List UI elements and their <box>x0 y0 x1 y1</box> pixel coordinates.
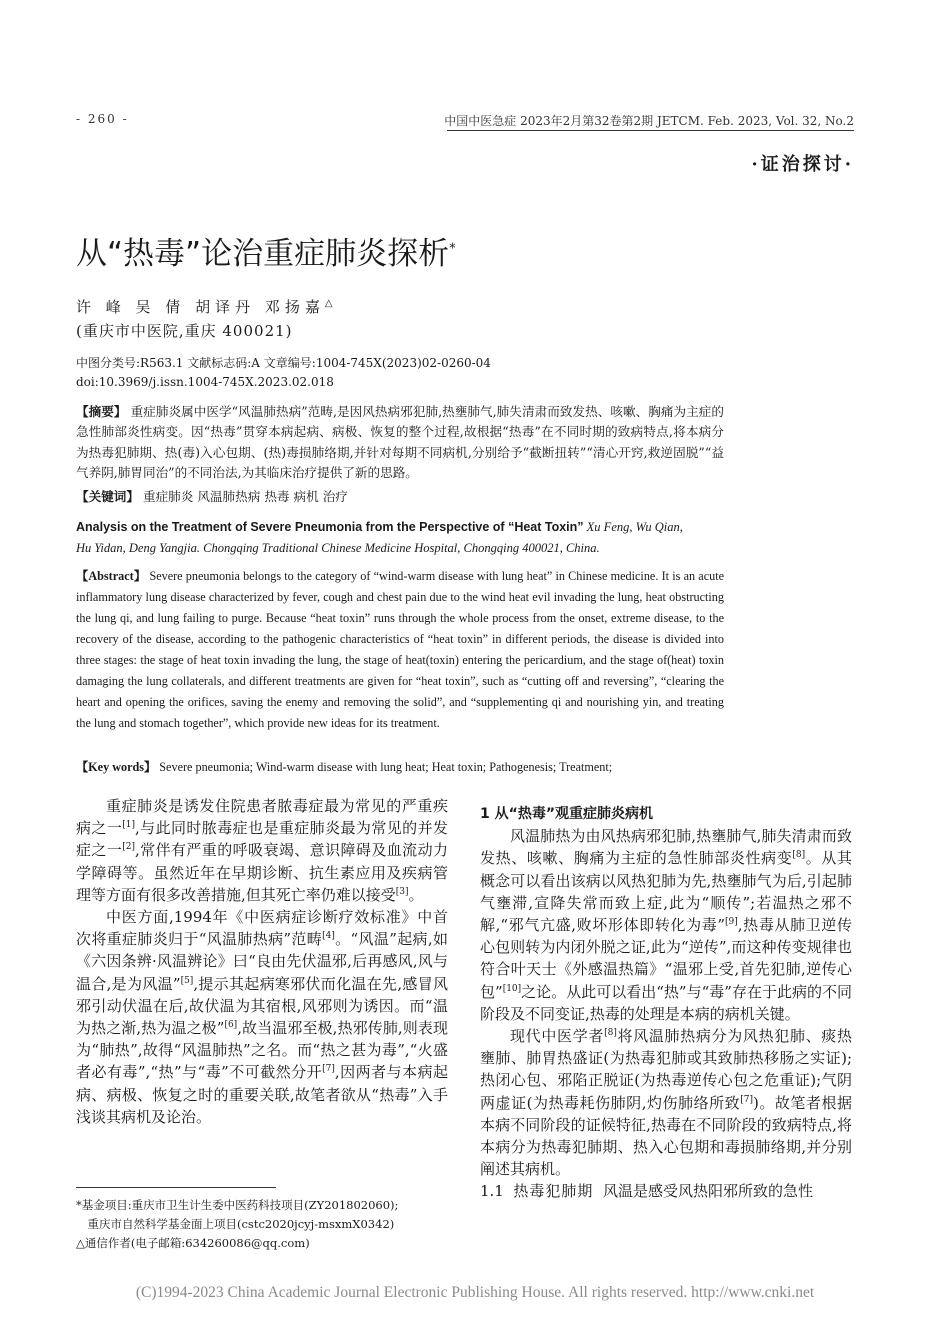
citation: [2] <box>122 842 135 853</box>
text-run: 。 <box>408 885 424 904</box>
text-run: 重症肺炎是诱发住院患者脓毒症最为常见的严重疾病之一 <box>76 797 448 838</box>
left-column <box>76 795 448 1128</box>
english-affiliation: Chongqing Traditional Chinese Medicine Hospital, Chongqing 400021, China. <box>203 541 600 555</box>
right-paragraph-1 <box>480 825 852 1025</box>
english-title: Analysis on the Treatment of Severe Pneumonia from the Perspective of “Heat Toxin” <box>76 520 584 534</box>
corresponding-footnote: △通信作者(电子邮箱:634260086@qq.com) <box>76 1236 310 1250</box>
text-run: ,故当温邪至极,热邪传肺,则表现为“肺热”,故得“风温肺热”之名。而“热之甚为毒”,“火盛者必有毒”,“热”与“毒”不可截然分开 <box>76 1019 448 1082</box>
text-run: 现代中医学者 <box>510 1027 605 1046</box>
author-corresponding-mark: △ <box>324 298 333 309</box>
subsection-1-1 <box>480 1180 852 1202</box>
section-1-heading: 1 从“热毒”观重症肺炎病机 <box>480 806 654 822</box>
citation: [4] <box>322 931 335 942</box>
fund-footnote-2: 重庆市自然科学基金面上项目(cstc2020jcyj-msxmX0342) <box>87 1217 395 1231</box>
copyright-footer: (C)1994-2023 China Academic Journal Electronic Publishing House. All rights reserved. http://www.cnki.net <box>135 1284 815 1301</box>
text-run: ,常伴有严重的呼吸衰竭、意识障碍及血流动力学障碍等。虽然近年在早期诊断、抗生素应用及疾病管理等方面有很多改善措施,但其死亡率仍难以接受 <box>76 841 448 904</box>
doi-line: doi:10.3969/j.issn.1004-745X.2023.02.018 <box>76 375 334 389</box>
citation: [7] <box>740 1094 753 1105</box>
citation: [7] <box>322 1064 335 1075</box>
footnote-rule <box>76 1187 276 1188</box>
header-rule <box>447 130 854 131</box>
text-run: 。“风温”起病,如《六因条辨·风温辨论》曰“良由先伏温邪,后再感风,风与温合,是为风温” <box>76 930 448 993</box>
text-run: 中医方面,1994年《中医病症诊断疗效标准》中首次将重症肺炎归于“风温肺热病”范畴 <box>76 908 448 949</box>
english-abstract-text: Severe pneumonia belongs to the category of “wind-warm disease with lung heat” in Chinese medicine. It is an acute inflammatory lung disease characterized by fever, cough and chest pain due to the wind heat evil invading the lung, heat obstructing the lung qi, and lung failing to purge. Because “heat toxin” runs through the whole process from the onset, extreme disease, to the recovery of the disease, according to the pathogenic characteristics of “heat toxin” in different periods, the disease is divided into three stages: the stage of heat toxin invading the lung, the stage of heat(toxin) entering the pericardium, and the stage of(heat) toxin damaging the lung collaterals, and different treatments are given for “heat toxin”, such as “cutting off and reversing”, “clearing the heart and opening the orifices, saving the enemy and removing the solid”, and “supplementing qi and nourishing yin, and treating the lung and stomach together”, which provide new ideas for its treatment. <box>76 569 724 730</box>
keywords-cn <box>76 487 724 507</box>
english-abstract-label: 【Abstract】 <box>76 569 147 583</box>
citation: [3] <box>395 886 409 897</box>
text-run: )。故笔者根据本病不同阶段的证候特征,热毒在不同阶段的致病特点,将本病分为热毒犯肺期、热入心包期和毒损肺络期,并分别阐述其病机。 <box>480 1093 852 1179</box>
right-paragraph-2 <box>480 1025 852 1180</box>
citation: [10] <box>502 983 522 994</box>
subsection-text: 风温是感受风热阳邪所致的急性 <box>602 1182 813 1201</box>
text-run: 。从其概念可以看出该病以风热犯肺为先,热壅肺气为后,引起肺气壅滞,宣降失常而致上症,此为“顺传”;若温热之邪不解,“邪气亢盛,败坏形体即转化为毒” <box>480 849 852 935</box>
title-text: 从“热毒”论治重症肺炎探析 <box>76 236 450 272</box>
footnotes <box>76 1196 456 1253</box>
abstract-cn-label: 【摘要】 <box>76 404 127 419</box>
authors <box>76 296 333 317</box>
text-run: ,提示其起病寒邪伏而化温在先,感冒风邪引动伏温在后,故伏温为其宿根,风邪则为诱因。而“温为热之渐,热为温之极” <box>76 974 448 1038</box>
text-run: ,热毒从肺卫逆传心包则转为内闭外脱之证,此为“逆传”,而这种传变规律也符合叶天士《外感温热篇》“温邪上受,首先犯肺,逆传心包” <box>480 916 852 1001</box>
text-run: 风温肺热为由风热病邪犯肺,热壅肺气,肺失清肃而致发热、咳嗽、胸痛为主症的急性肺部炎性病变 <box>480 827 852 868</box>
title-footnote-mark: * <box>449 241 456 257</box>
citation: [9] <box>725 917 738 928</box>
left-paragraph-1 <box>76 795 448 906</box>
english-authors-line2: Hu Yidan, Deng Yangjia. <box>76 541 200 555</box>
text-run: ,因两者与本病起病、病极、恢复之时的重要关联,故笔者欲从“热毒”入手浅谈其病机及论治。 <box>76 1063 448 1126</box>
article-title <box>76 228 456 273</box>
english-abstract <box>76 566 724 734</box>
citation: [8] <box>792 850 806 861</box>
keywords-cn-text: 重症肺炎 风温肺热病 热毒 病机 治疗 <box>142 489 348 504</box>
fund-footnote: *基金项目:重庆市卫生计生委中医药科技项目(ZY201802060); <box>76 1198 399 1212</box>
text-run: 之论。从此可以看出“热”与“毒”存在于此病的不同阶段及不同变证,热毒的处理是本病的病机关键。 <box>480 982 852 1023</box>
text-run: ,与此同时脓毒症也是重症肺炎最为常见的并发症之一 <box>76 819 448 860</box>
abstract-cn <box>76 402 724 484</box>
english-keywords <box>76 757 724 778</box>
left-paragraph-2 <box>76 906 448 1128</box>
author-names: 许 峰 吴 倩 胡译丹 邓扬嘉 <box>76 298 325 316</box>
english-authors-line1: Xu Feng, Wu Qian, <box>586 520 683 534</box>
classification-line: 中图分类号:R563.1 文献标志码:A 文章编号:1004-745X(2023)02-0260-04 <box>76 356 491 370</box>
affiliation: (重庆市中医院,重庆 400021) <box>76 322 293 340</box>
english-keywords-text: Severe pneumonia; Wind-warm disease with lung heat; Heat toxin; Pathogenesis; Treatment; <box>159 760 613 774</box>
text-run: 将风温肺热病分为风热犯肺、痰热壅肺、肺胃热盛证(为热毒犯肺或其致肺热移肠之实证);热闭心包、邪陷正脱证(为热毒逆传心包之危重证);气阴两虚证(为热毒耗伤肺阴,灼伤肺络所致 <box>480 1027 852 1112</box>
english-keywords-label: 【Key words】 <box>76 760 157 774</box>
citation: [1] <box>122 820 135 831</box>
journal-header: 中国中医急症 2023年2月第32卷第2期 JETCM. Feb. 2023, Vol. 32, No.2 <box>444 114 854 128</box>
keywords-cn-label: 【关键词】 <box>76 489 139 504</box>
section-tag: ·证治探讨· <box>751 154 854 175</box>
subsection-number: 1.1 <box>480 1182 504 1201</box>
citation: [5] <box>180 975 194 986</box>
abstract-cn-text: 重症肺炎属中医学“风温肺热病”范畴,是因风热病邪犯肺,热壅肺气,肺失清肃而致发热、咳嗽、胸痛为主症的急性肺部炎性病变。因“热毒”贯穿本病起病、病极、恢复的整个过程,故根据“热毒”在不同时期的致病特点,将本病分为热毒犯肺期、热(毒)入心包期、(热)毒损肺络期,并针对每期不同病机,分别给予“截断扭转”“清心开窍,救逆固脱”“益气养阴,肺胃同治”的不同治法,为其临床治疗提供了新的思路。 <box>76 404 724 481</box>
english-title-block <box>76 517 736 559</box>
subsection-title: 热毒犯肺期 <box>513 1182 594 1201</box>
citation: [8] <box>604 1028 617 1039</box>
page-number: - 260 - <box>76 112 129 126</box>
right-column <box>480 803 852 1203</box>
citation: [6] <box>224 1020 238 1031</box>
